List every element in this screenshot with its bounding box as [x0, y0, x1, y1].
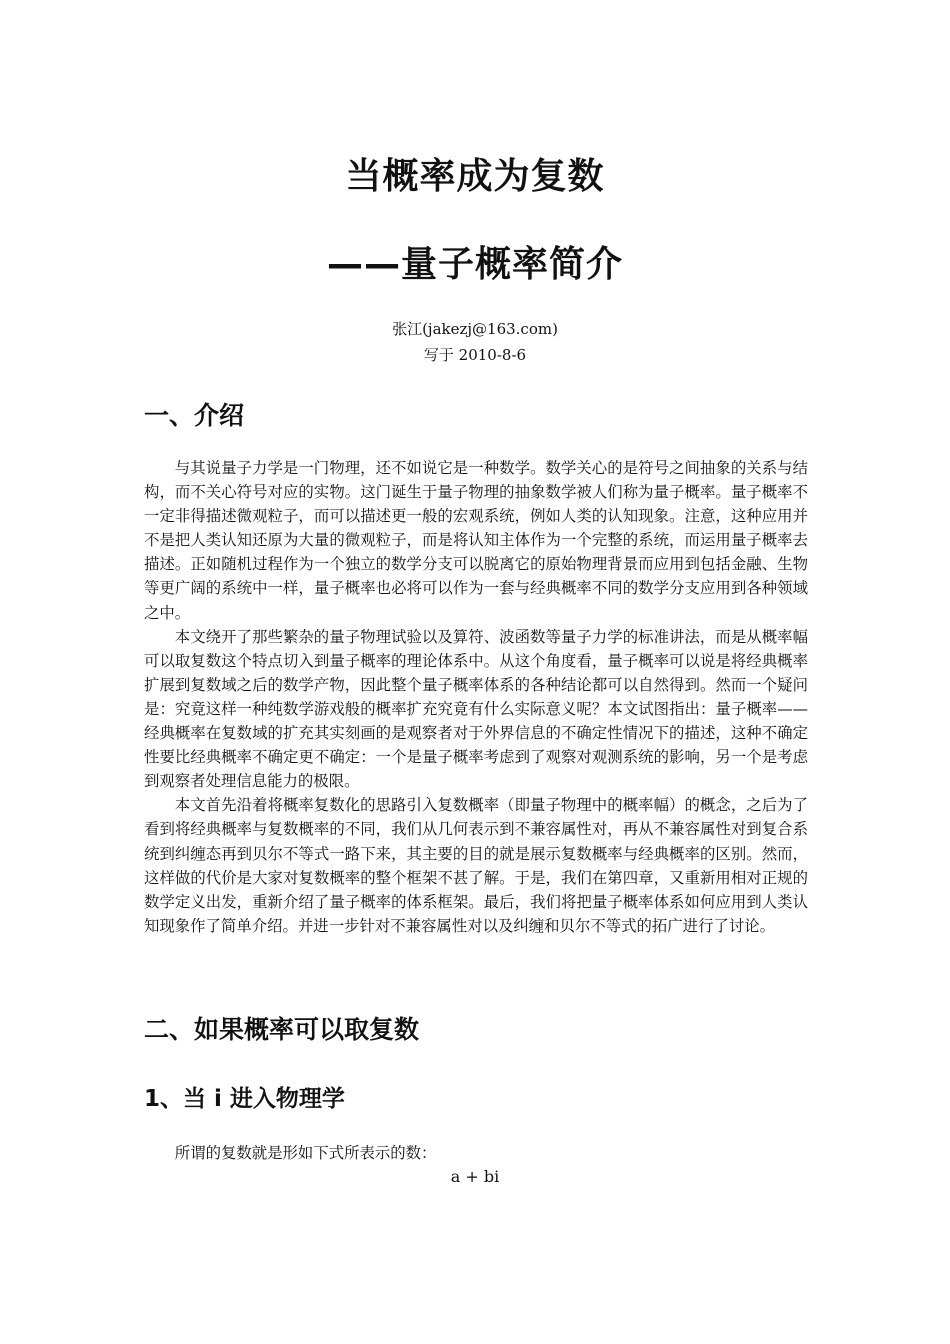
- paragraph: 所谓的复数就是形如下式所表示的数：: [174, 1144, 437, 1162]
- subsection-intro: [144, 1141, 808, 1165]
- paragraph: 与其说量子力学是一门物理，还不如说它是一种数学。数学关心的是符号之间抽象的关系与结构，而不关心符号对应的实物。这门诞生于量子物理的抽象数学被人们称为量子概率。量子概率不一定非得描述微观粒子，而可以描述更一般的宏观系统，例如人类的认知现象。注意，这种应用并不是把人类认知还原为大量的微观粒子，而是将认知主体作为一个完整的系统，而运用量子概率去描述。正如随机过程作为一个独立的数学分支可以脱离它的原始物理背景而应用到包括金融、生物等更广阔的系统中一样，量子概率也必将可以作为一套与经典概率不同的数学分支应用到各种领域之中。: [144, 459, 808, 622]
- section-heading-introduction: 一、介绍: [144, 401, 245, 430]
- date-line: 写于 2010-8-6: [423, 346, 527, 364]
- author-line: 张江(jakezj@163.com): [392, 320, 558, 338]
- section-introduction-body: [144, 456, 808, 938]
- subsection-heading-i-in-physics: 1、当 i 进入物理学: [144, 1086, 345, 1112]
- document-subtitle: ——量子概率简介: [326, 244, 623, 285]
- document-title: 当概率成为复数: [345, 156, 605, 197]
- formula-complex-number: a + bi: [450, 1167, 500, 1186]
- paragraph: 本文首先沿着将概率复数化的思路引入复数概率（即量子物理中的概率幅）的概念，之后为了看到将经典概率与复数概率的不同，我们从几何表示到不兼容属性对，再从不兼容属性对到复合系统到纠缠态再到贝尔不等式一路下来，其主要的目的就是展示复数概率与经典概率的区别。然而，这样做的代价是大家对复数概率的整个框架不甚了解。于是，我们在第四章，又重新用相对正规的数学定义出发，重新介绍了量子概率的体系框架。最后，我们将把量子概率体系如何应用到人类认知现象作了简单介绍。并进一步针对不兼容属性对以及纠缠和贝尔不等式的拓广进行了讨论。: [144, 796, 808, 935]
- paragraph: 本文绕开了那些繁杂的量子物理试验以及算符、波函数等量子力学的标准讲法，而是从概率幅可以取复数这个特点切入到量子概率的理论体系中。从这个角度看，量子概率可以说是将经典概率扩展到复数域之后的数学产物，因此整个量子概率体系的各种结论都可以自然得到。然而一个疑问是：究竟这样一种纯数学游戏般的概率扩充究竟有什么实际意义呢？本文试图指出：量子概率——经典概率在复数域的扩充其实刻画的是观察者对于外界信息的不确定性情况下的描述，这种不确定性要比经典概率不确定更不确定：一个是量子概率考虑到了观察对观测系统的影响，另一个是考虑到观察者处理信息能力的极限。: [144, 627, 808, 791]
- section-heading-complex-probability: 二、如果概率可以取复数: [144, 1015, 420, 1044]
